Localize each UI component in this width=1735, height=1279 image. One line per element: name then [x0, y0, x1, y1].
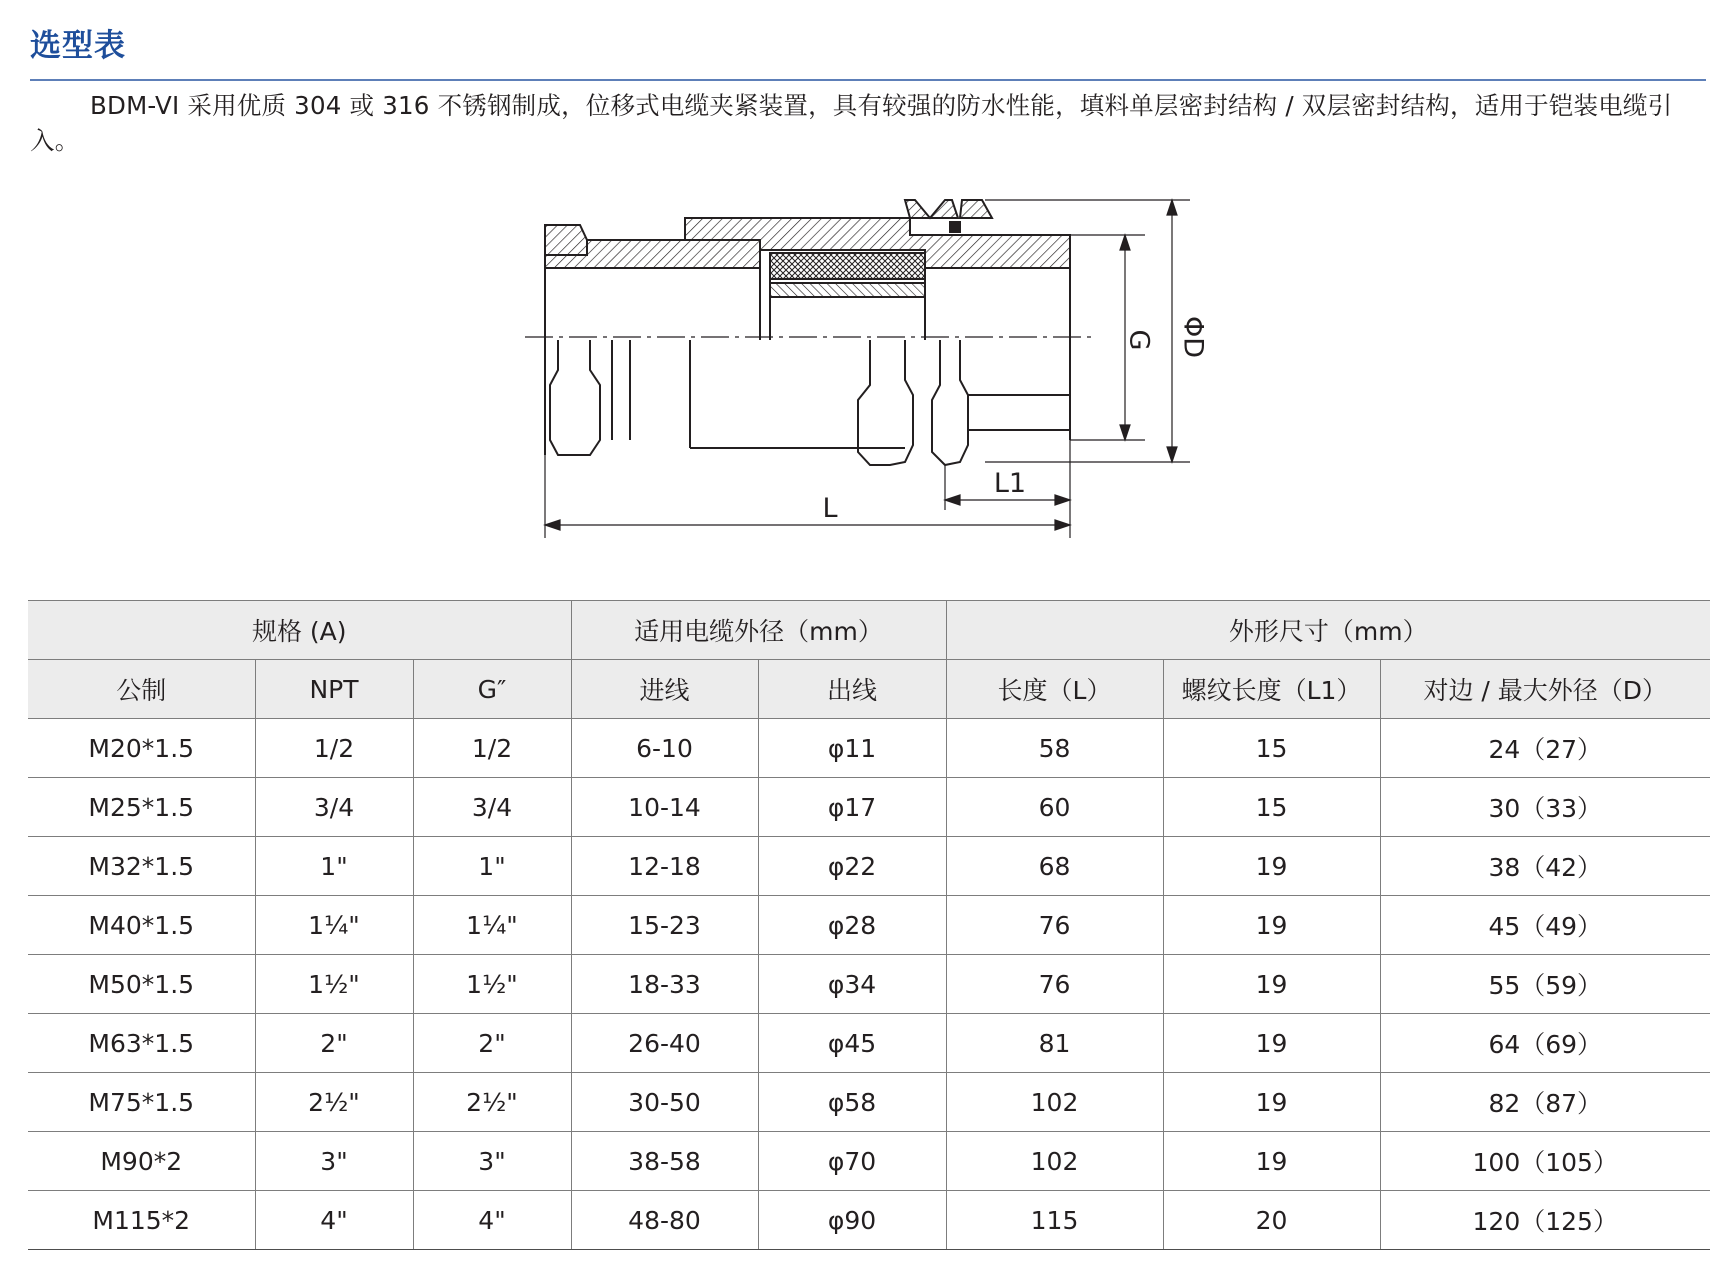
- table-cell: 45（49）: [1380, 896, 1710, 955]
- table-cell: M40*1.5: [28, 896, 255, 955]
- table-cell: M25*1.5: [28, 778, 255, 837]
- table-cell: 38（42）: [1380, 837, 1710, 896]
- label-l1: L1: [993, 468, 1027, 499]
- table-cell: M63*1.5: [28, 1014, 255, 1073]
- table-cell: 115: [946, 1191, 1163, 1250]
- table-cell: 1¼": [255, 896, 413, 955]
- table-cell: 64（69）: [1380, 1014, 1710, 1073]
- table-row: [28, 778, 1710, 837]
- table-cell: φ11: [758, 719, 946, 778]
- table-cell: 19: [1163, 837, 1380, 896]
- table-cell: φ45: [758, 1014, 946, 1073]
- table-cell: φ17: [758, 778, 946, 837]
- table-cell: M75*1.5: [28, 1073, 255, 1132]
- right-hex-nut: [932, 340, 968, 465]
- table-cell: 20: [1163, 1191, 1380, 1250]
- title-divider: [30, 79, 1706, 81]
- table-cell: 3/4: [413, 778, 571, 837]
- column-header: 长度（L）: [946, 660, 1163, 719]
- table-row: [28, 1191, 1710, 1250]
- table-cell: 76: [946, 896, 1163, 955]
- table-row: [28, 955, 1710, 1014]
- column-header: 进线: [571, 660, 758, 719]
- table-cell: 102: [946, 1132, 1163, 1191]
- table-cell: 12-18: [571, 837, 758, 896]
- table-cell: 19: [1163, 896, 1380, 955]
- table-cell: φ22: [758, 837, 946, 896]
- table-cell: 48-80: [571, 1191, 758, 1250]
- table-cell: 102: [946, 1073, 1163, 1132]
- column-header: 对边 / 最大外径（D）: [1380, 660, 1710, 719]
- table-cell: 1¼": [413, 896, 571, 955]
- table-cell: 82（87）: [1380, 1073, 1710, 1132]
- table-cell: 2½": [255, 1073, 413, 1132]
- label-l: L: [822, 493, 838, 524]
- table-cell: 19: [1163, 1132, 1380, 1191]
- table-cell: 2": [255, 1014, 413, 1073]
- seal-packing: [770, 253, 925, 279]
- group-header-spec: 规格 (A): [28, 601, 571, 660]
- table-cell: M50*1.5: [28, 955, 255, 1014]
- table-cell: 18-33: [571, 955, 758, 1014]
- table-cell: 60: [946, 778, 1163, 837]
- column-header: 螺纹长度（L1）: [1163, 660, 1380, 719]
- column-header-row: [28, 660, 1710, 719]
- table-cell: 6-10: [571, 719, 758, 778]
- table-cell: 100（105）: [1380, 1132, 1710, 1191]
- product-description: BDM-VI 采用优质 304 或 316 不锈钢制成，位移式电缆夹紧装置，具有较强的防水性能，填料单层密封结构 / 双层密封结构，适用于铠装电缆引入。: [30, 91, 1673, 155]
- column-header: 出线: [758, 660, 946, 719]
- table-cell: 38-58: [571, 1132, 758, 1191]
- table-cell: M20*1.5: [28, 719, 255, 778]
- table-cell: 24（27）: [1380, 719, 1710, 778]
- table-cell: 1½": [413, 955, 571, 1014]
- table-cell: 4": [255, 1191, 413, 1250]
- group-header-row: [28, 601, 1710, 660]
- table-cell: φ34: [758, 955, 946, 1014]
- table-cell: 1": [255, 837, 413, 896]
- table-row: [28, 1014, 1710, 1073]
- table-row: [28, 1073, 1710, 1132]
- table-cell: 10-14: [571, 778, 758, 837]
- table-cell: 4": [413, 1191, 571, 1250]
- table-cell: 15: [1163, 778, 1380, 837]
- table-cell: 1½": [255, 955, 413, 1014]
- table-cell: 19: [1163, 955, 1380, 1014]
- table-cell: φ58: [758, 1073, 946, 1132]
- table-cell: 2½": [413, 1073, 571, 1132]
- table-cell: 30-50: [571, 1073, 758, 1132]
- table-row: [28, 896, 1710, 955]
- right-nut-top: [905, 200, 958, 218]
- table-cell: φ70: [758, 1132, 946, 1191]
- group-header-cable: 适用电缆外径（mm）: [571, 601, 946, 660]
- table-cell: 3": [413, 1132, 571, 1191]
- table-cell: 68: [946, 837, 1163, 896]
- table-cell: φ90: [758, 1191, 946, 1250]
- table-cell: 2": [413, 1014, 571, 1073]
- table-cell: 58: [946, 719, 1163, 778]
- table-cell: 15: [1163, 719, 1380, 778]
- table-cell: 81: [946, 1014, 1163, 1073]
- table-cell: 19: [1163, 1073, 1380, 1132]
- table-cell: φ28: [758, 896, 946, 955]
- left-hex-nut: [550, 340, 600, 455]
- table-cell: 26-40: [571, 1014, 758, 1073]
- table-cell: 30（33）: [1380, 778, 1710, 837]
- table-cell: 55（59）: [1380, 955, 1710, 1014]
- table-cell: 1/2: [255, 719, 413, 778]
- table-cell: M32*1.5: [28, 837, 255, 896]
- left-nut-section: [545, 225, 587, 255]
- table-cell: M115*2: [28, 1191, 255, 1250]
- table-row: [28, 837, 1710, 896]
- table-cell: M90*2: [28, 1132, 255, 1191]
- label-d: ΦD: [1177, 315, 1209, 359]
- right-cap-top: [960, 200, 992, 218]
- table-cell: 76: [946, 955, 1163, 1014]
- page-title: 选型表: [30, 28, 126, 64]
- group-header-dimensions: 外形尺寸（mm）: [946, 601, 1710, 660]
- table-cell: 3/4: [255, 778, 413, 837]
- label-g: G: [1123, 329, 1155, 351]
- column-header: 公制: [28, 660, 255, 719]
- table-row: [28, 1132, 1710, 1191]
- cable-gland-drawing: [480, 175, 1250, 555]
- table-cell: 3": [255, 1132, 413, 1191]
- table-row: [28, 719, 1710, 778]
- specification-table: [28, 600, 1710, 1250]
- column-header: NPT: [255, 660, 413, 719]
- table-cell: 120（125）: [1380, 1191, 1710, 1250]
- table-cell: 19: [1163, 1014, 1380, 1073]
- table-cell: 1": [413, 837, 571, 896]
- column-header: G″: [413, 660, 571, 719]
- table-cell: 15-23: [571, 896, 758, 955]
- middle-hex-nut: [858, 340, 913, 465]
- table-cell: 1/2: [413, 719, 571, 778]
